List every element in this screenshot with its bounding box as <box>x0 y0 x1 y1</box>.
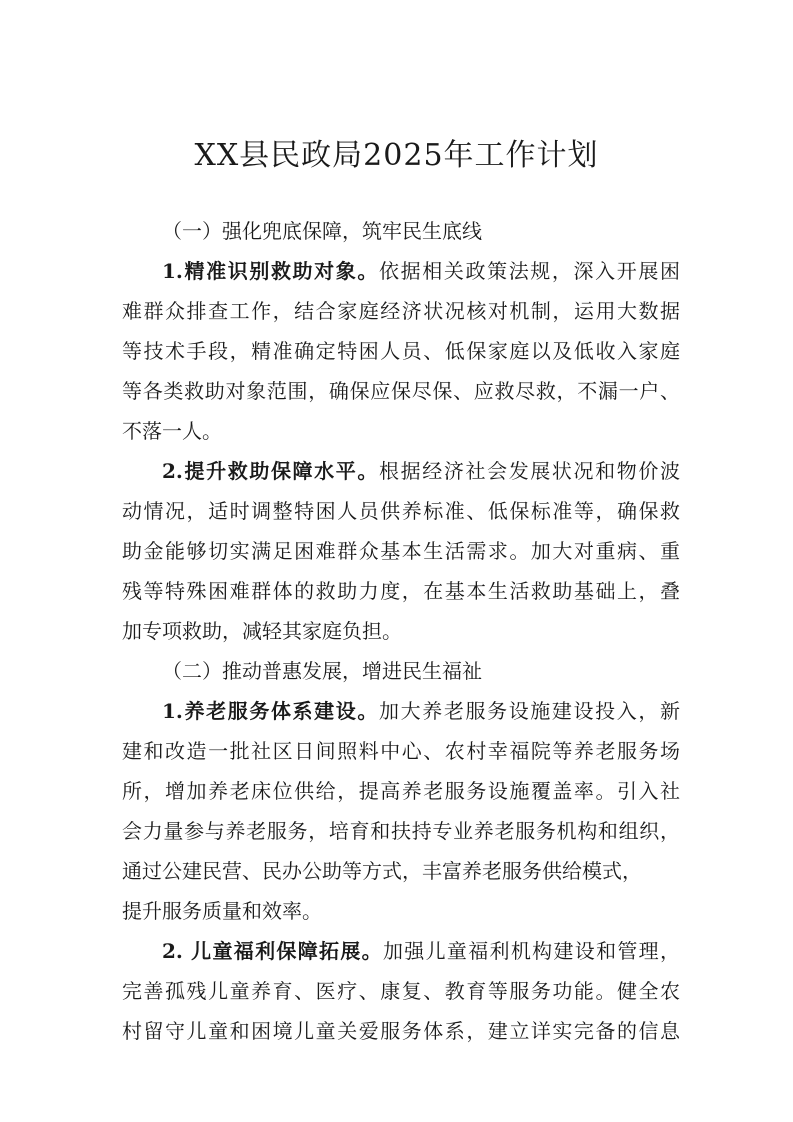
paragraph-line: 不落一人。 <box>122 419 222 443</box>
paragraph-line: 通过公建民营、民办公助等方式，丰富养老服务供给模式， <box>122 859 642 883</box>
paragraph-line: 等各类救助对象范围，确保应保尽保、应救尽救，不漏一户、 <box>122 379 680 403</box>
paragraph-line <box>162 936 680 966</box>
item-lead: 2.提升救助保障水平。 <box>162 459 380 483</box>
item-lead: 1.养老服务体系建设。 <box>162 699 380 723</box>
paragraph-line: 助金能够切实满足困难群众基本生活需求。加大对重病、重 <box>122 539 680 563</box>
item-text: 依据相关政策法规，深入开展困 <box>379 259 680 283</box>
paragraph-line: 提升服务质量和效率。 <box>122 899 322 923</box>
paragraph-line: 等技术手段，精准确定特困人员、低保家庭以及低收入家庭 <box>122 339 680 363</box>
section-heading-1: （一）强化兜底保障，筑牢民生底线 <box>162 219 482 243</box>
item-lead: 2. 儿童福利保障拓展。 <box>162 939 383 963</box>
paragraph-line: 完善孤残儿童养育、医疗、康复、教育等服务功能。健全农 <box>122 979 680 1003</box>
document-title: XX县民政局2025年工作计划 <box>194 138 599 173</box>
paragraph-line <box>162 456 680 486</box>
item-lead: 1.精准识别救助对象。 <box>162 259 380 283</box>
paragraph-line <box>162 696 680 726</box>
paragraph-line: 动情况，适时调整特困人员供养标准、低保标准等，确保救 <box>122 499 680 523</box>
paragraph-line <box>162 256 680 286</box>
paragraph-line: 村留守儿童和困境儿童关爱服务体系，建立详实完备的信息 <box>122 1019 680 1043</box>
paragraph-line: 残等特殊困难群体的救助力度，在基本生活救助基础上，叠 <box>122 579 680 603</box>
paragraph-line: 加专项救助，减轻其家庭负担。 <box>122 619 402 643</box>
item-text: 加强儿童福利机构建设和管理， <box>382 939 680 963</box>
section-heading-2: （二）推动普惠发展，增进民生福祉 <box>162 659 482 683</box>
paragraph-line: 难群众排查工作，结合家庭经济状况核对机制，运用大数据 <box>122 299 680 323</box>
item-text: 加大养老服务设施建设投入，新 <box>379 699 680 723</box>
paragraph-line: 会力量参与养老服务，培育和扶持专业养老服务机构和组织， <box>122 819 680 843</box>
paragraph-line: 所，增加养老床位供给，提高养老服务设施覆盖率。引入社 <box>122 779 680 803</box>
item-text: 根据经济社会发展状况和物价波 <box>379 459 680 483</box>
paragraph-line: 建和改造一批社区日间照料中心、农村幸福院等养老服务场 <box>122 739 680 763</box>
